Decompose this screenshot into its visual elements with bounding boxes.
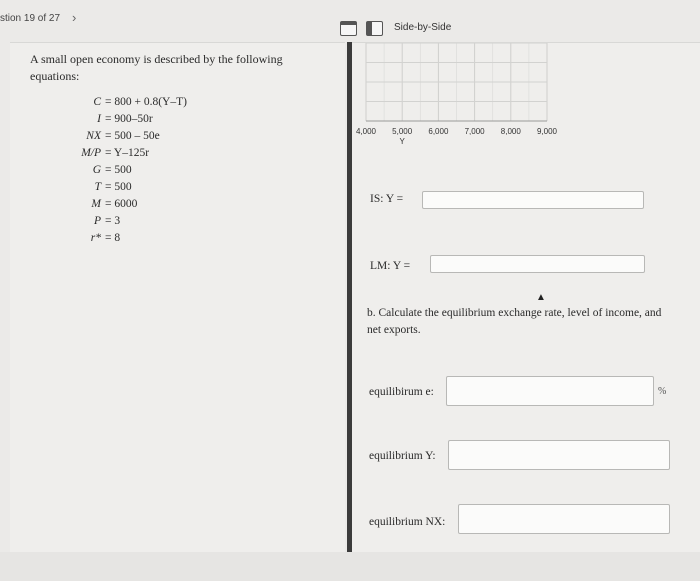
equation-lhs: M	[91, 198, 101, 210]
cursor-icon: ▲	[536, 292, 546, 303]
single-view-icon[interactable]	[340, 21, 357, 36]
equilibrium-e-input[interactable]	[446, 376, 654, 406]
is-label: IS: Y =	[370, 193, 404, 205]
is-input[interactable]	[422, 191, 644, 209]
equation-lhs: M/P	[81, 147, 101, 159]
equation-lhs: P	[93, 215, 101, 227]
top-bar	[0, 0, 700, 42]
equilibrium-y-label: equilibrium Y:	[369, 450, 436, 462]
equation-lhs: I	[97, 113, 101, 125]
question-counter: stion 19 of 27	[0, 13, 61, 24]
equation-rhs: = 500	[105, 164, 132, 176]
problem-pane	[10, 42, 345, 553]
equation-rhs: = 900–50r	[105, 113, 153, 125]
lm-label: LM: Y =	[370, 260, 411, 272]
x-tick-label: 6,000	[428, 127, 449, 136]
equilibrium-y-input[interactable]	[448, 440, 670, 470]
equation-rhs: = 6000	[105, 198, 138, 210]
equilibrium-nx-label: equilibrium NX:	[369, 516, 446, 528]
bottom-strip	[0, 552, 700, 581]
x-tick-label: 4,000	[355, 127, 377, 136]
part-b-prompt: b. Calculate the equilibrium exchange rate, level of income, and net exports.	[367, 307, 662, 336]
x-axis-label: Y	[399, 137, 405, 146]
answer-pane	[352, 42, 700, 553]
equation-rhs: = 8	[105, 232, 121, 244]
equilibrium-nx-input[interactable]	[458, 504, 670, 534]
x-tick-label: 9,000	[536, 127, 558, 136]
is-lm-graph	[352, 43, 700, 158]
equation-rhs: = 800 + 0.8(Y–T)	[105, 96, 187, 108]
x-tick-label: 5,000	[392, 127, 413, 136]
lm-input[interactable]	[430, 255, 645, 273]
side-by-side-view-icon[interactable]	[366, 21, 383, 36]
view-mode-label: Side-by-Side	[394, 22, 452, 33]
x-tick-label: 8,000	[500, 127, 521, 136]
equation-lhs: NX	[86, 130, 101, 142]
problem-intro: A small open economy is described by the following equations:	[30, 52, 283, 83]
equation-lhs: r*	[90, 232, 101, 244]
chevron-right-icon[interactable]: ›	[72, 10, 77, 25]
percent-unit: %	[658, 386, 667, 397]
equation-rhs: = 500 – 50e	[105, 130, 160, 142]
equilibrium-e-label: equilibirum e:	[369, 386, 434, 398]
equation-rhs: = 500	[105, 181, 132, 193]
equation-rhs: = 3	[105, 215, 121, 227]
equation-rhs: = Y–125r	[105, 147, 150, 159]
x-tick-label: 7,000	[464, 127, 485, 136]
equation-lhs: G	[92, 164, 101, 176]
equation-lhs: C	[93, 96, 101, 108]
equation-lhs: T	[94, 181, 101, 193]
